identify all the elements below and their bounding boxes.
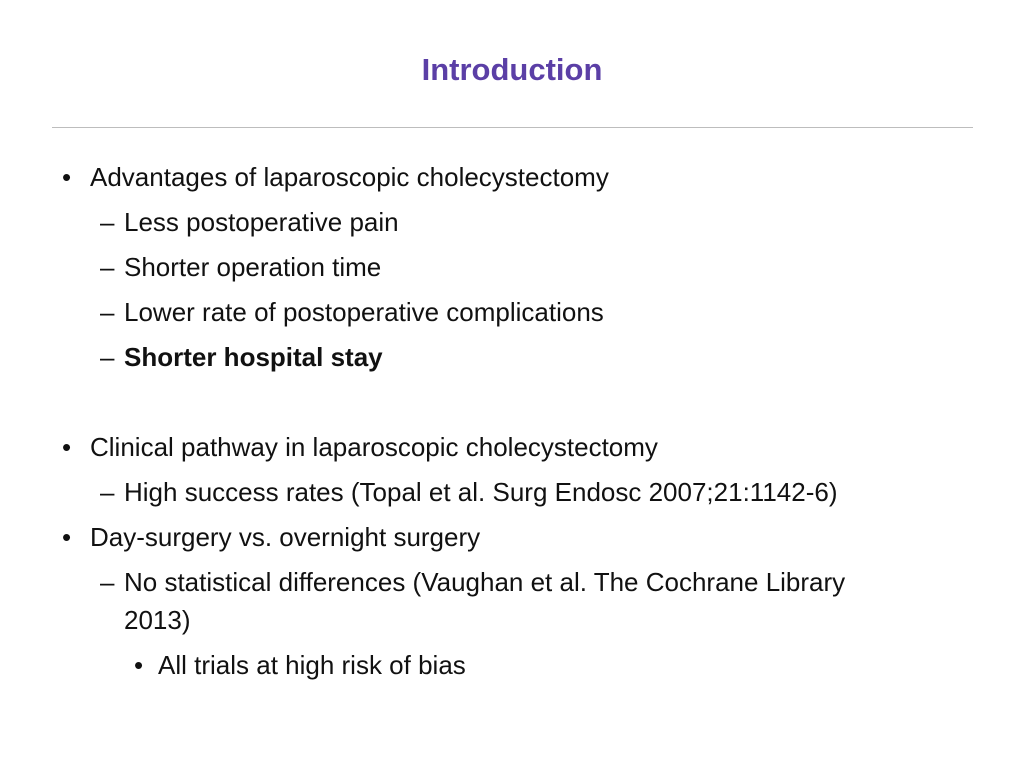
bullet-text: Day-surgery vs. overnight surgery [90, 522, 481, 552]
bullet-item [62, 520, 480, 554]
sub-bullet-text-bold: Shorter hospital stay [124, 342, 383, 372]
dash-icon: – [100, 342, 115, 372]
dash-icon: – [100, 477, 115, 507]
bullet-icon: • [134, 650, 144, 680]
sub-bullet-item [100, 205, 399, 239]
bullet-text: Clinical pathway in laparoscopic cholecystectomy [90, 432, 658, 462]
sub-bullet-item [100, 475, 837, 509]
bullet-icon: • [62, 162, 72, 192]
bullet-icon: • [62, 522, 72, 552]
dash-icon: – [100, 252, 115, 282]
title-divider [52, 127, 973, 128]
sub-bullet-text: Shorter operation time [124, 252, 382, 282]
sub-bullet-item [100, 250, 381, 284]
sub-bullet-text: Lower rate of postoperative complications [124, 297, 604, 327]
dash-icon: – [100, 567, 115, 597]
sub-bullet-text: No statistical differences (Vaughan et al. The Cochrane Library [124, 567, 846, 597]
bullet-text: Advantages of laparoscopic cholecystectomy [90, 162, 609, 192]
sub-sub-bullet-text: All trials at high risk of bias [158, 650, 466, 680]
sub-bullet-item [100, 295, 604, 329]
bullet-icon: • [62, 432, 72, 462]
dash-icon: – [100, 297, 115, 327]
dash-icon: – [100, 207, 115, 237]
sub-bullet-item [100, 565, 845, 599]
sub-bullet-continuation [124, 603, 191, 637]
bullet-item [62, 430, 658, 464]
slide-title: Introduction [421, 52, 603, 87]
sub-sub-bullet-item [134, 648, 466, 682]
sub-bullet-text: Less postoperative pain [124, 207, 399, 237]
sub-bullet-text: 2013) [124, 605, 191, 635]
bullet-item [62, 160, 609, 194]
sub-bullet-text: High success rates (Topal et al. Surg Endosc 2007;21:1142-6) [124, 477, 838, 507]
sub-bullet-item [100, 340, 383, 374]
